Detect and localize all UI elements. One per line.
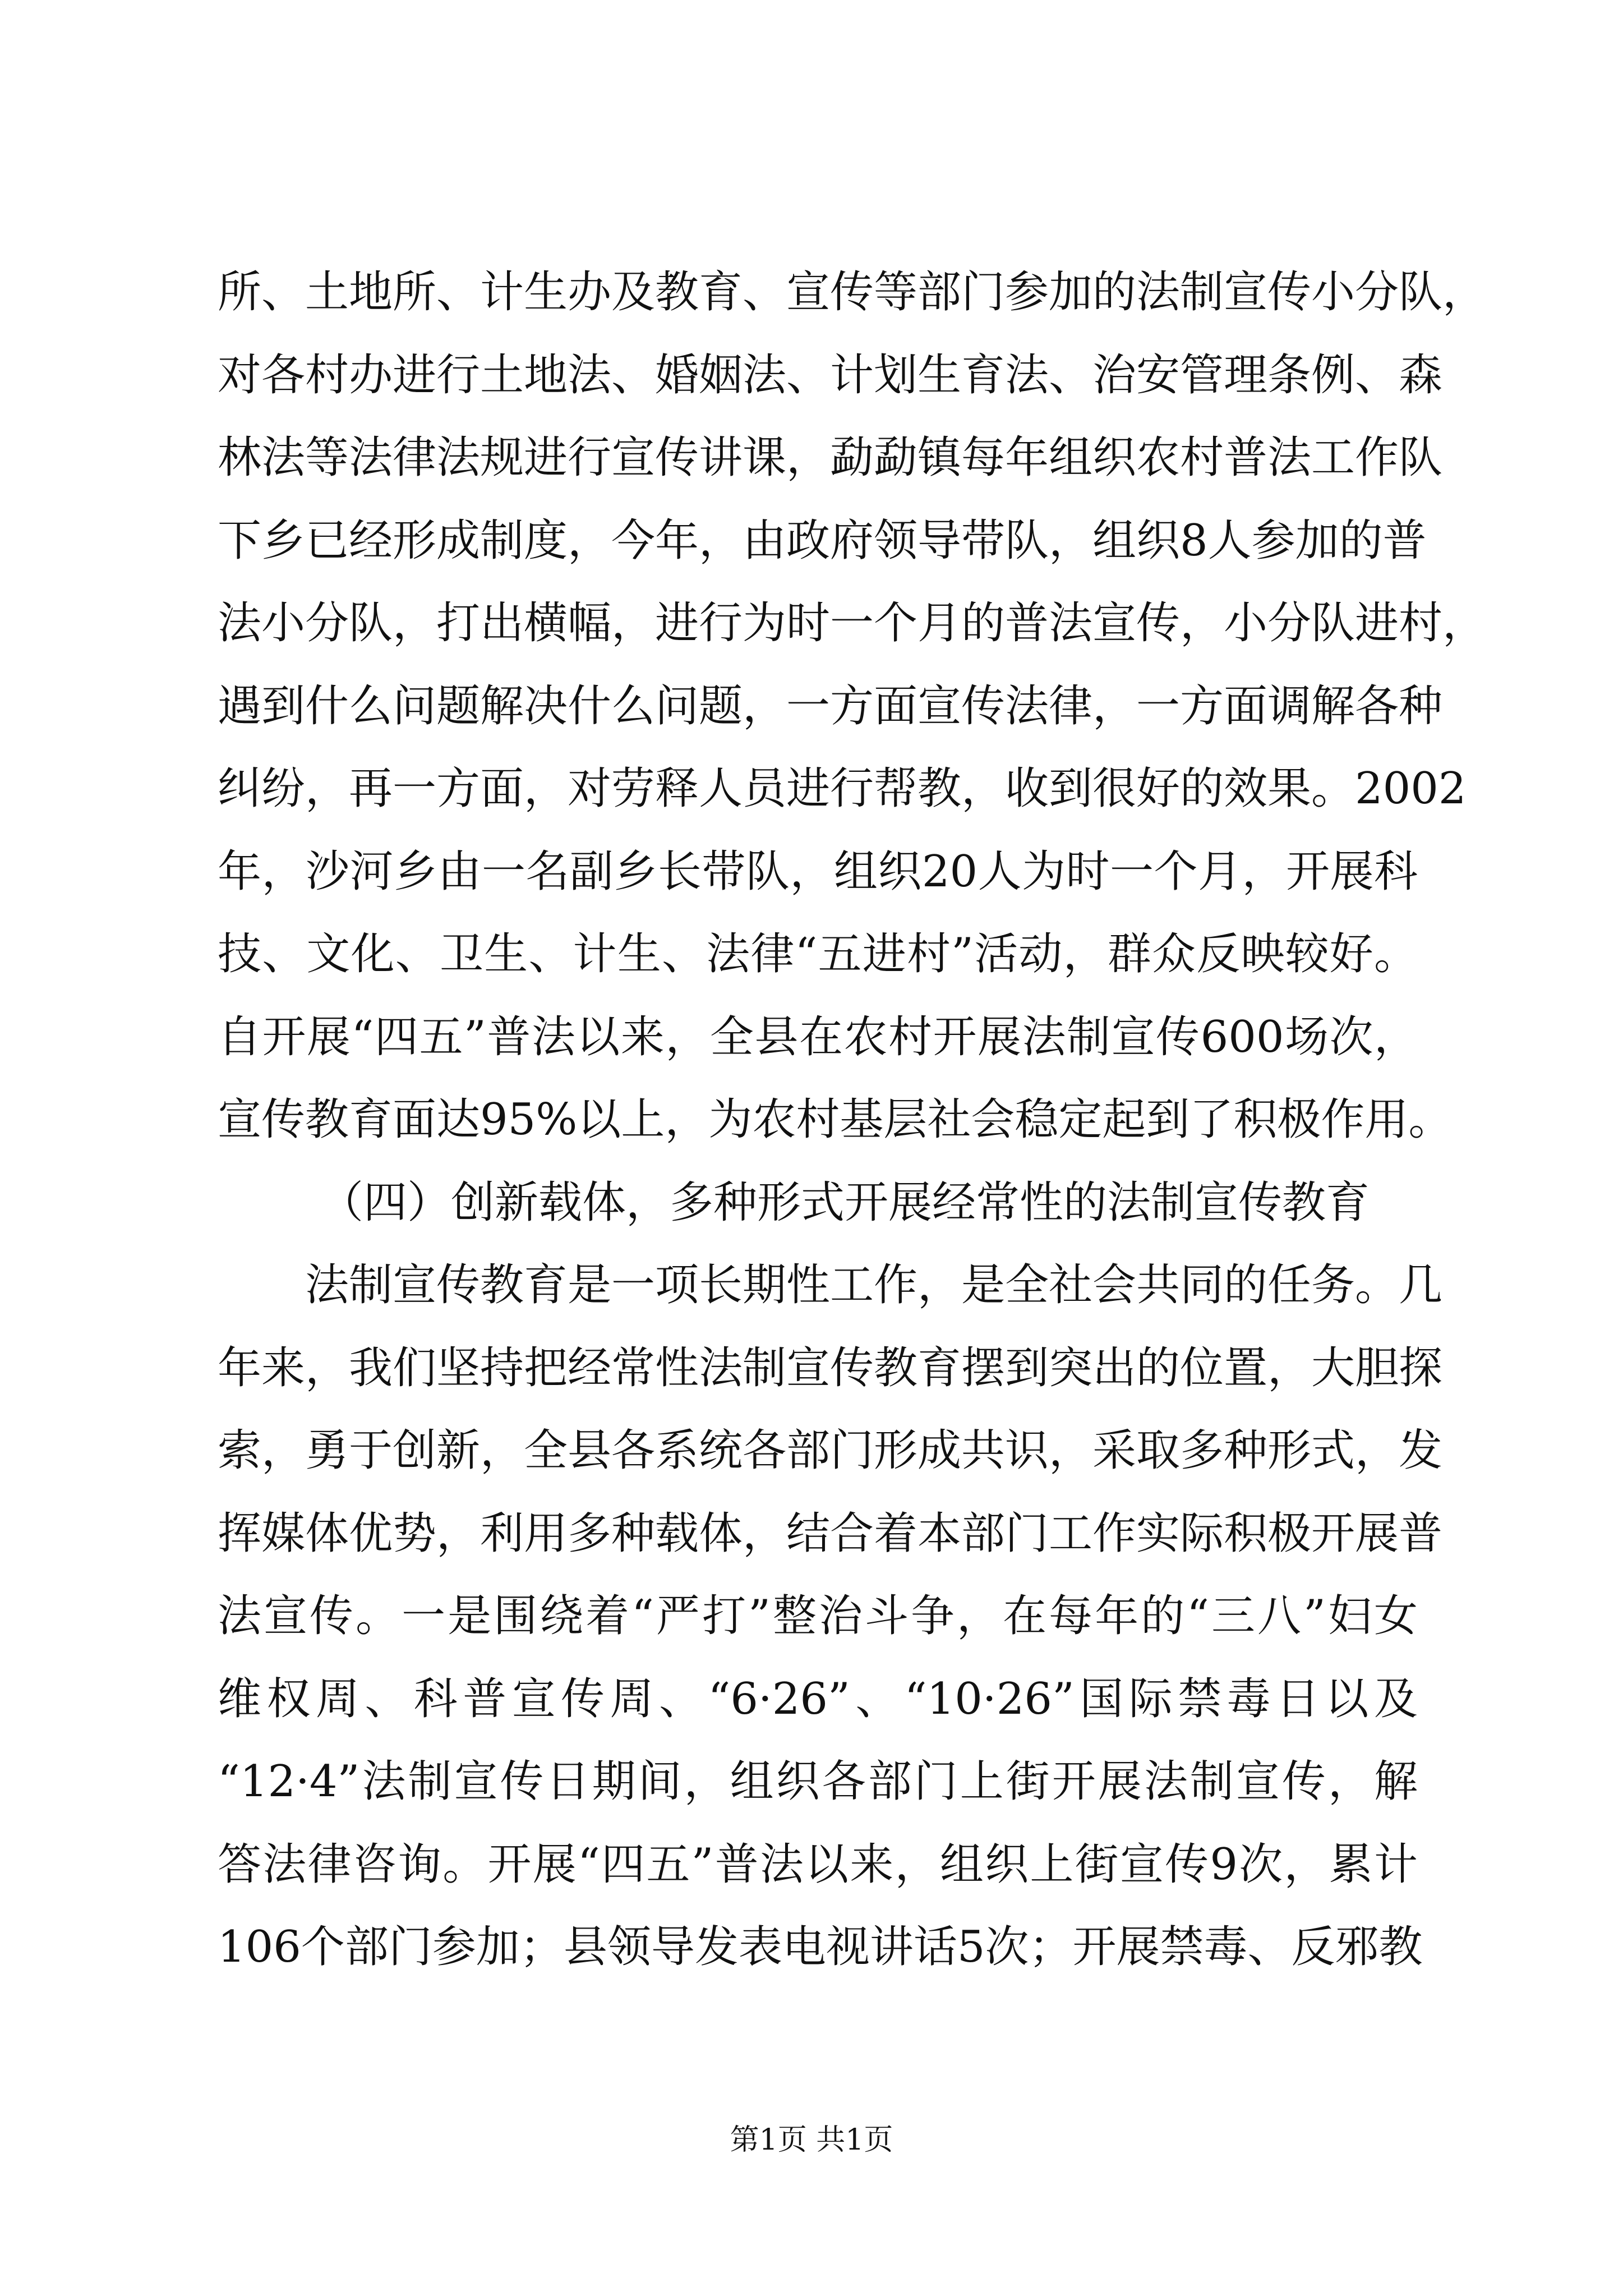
text-line: 技、文化、卫生、计生、法律“五进村”活动，群众反映较好。: [218, 929, 1418, 979]
text-line: 宣传教育面达95%以上，为农村基层社会稳定起到了积极作用。: [218, 1094, 1453, 1145]
text-line: 索，勇于创新，全县各系统各部门形成共识，采取多种形式，发: [218, 1425, 1443, 1476]
text-line: 对各村办进行土地法、婚姻法、计划生育法、治安管理条例、森: [218, 349, 1443, 401]
page-number-footer: 第1页 共1页: [730, 2123, 893, 2157]
text-line: 遇到什么问题解决什么问题，一方面宣传法律，一方面调解各种: [218, 680, 1443, 731]
section-heading: （四）创新载体，多种形式开展经常性的法制宣传教育: [320, 1177, 1370, 1228]
text-line: 下乡已经形成制度，今年，由政府领导带队，组织8人参加的普: [218, 515, 1427, 566]
text-line: 维权周、科普宣传周、“6·26”、“10·26”国际禁毒日以及: [218, 1673, 1418, 1724]
document-body: [218, 251, 1487, 1989]
text-line: 106个部门参加；县领导发表电视讲话5次；开展禁毒、反邪教: [218, 1922, 1423, 1972]
text-line: 法宣传。一是围绕着“严打”整治斗争，在每年的“三八”妇女: [218, 1591, 1418, 1641]
text-line: 林法等法律法规进行宣传讲课，勐勐镇每年组织农村普法工作队: [218, 432, 1443, 483]
text-line: 纠纷，再一方面，对劳释人员进行帮教，收到很好的效果。2002: [218, 763, 1467, 814]
text-line: 年，沙河乡由一名副乡长带队，组织20人为时一个月，开展科: [218, 846, 1418, 897]
text-line: 法小分队，打出横幅，进行为时一个月的普法宣传，小分队进村，: [218, 598, 1487, 648]
paragraph-first-line: 法制宣传教育是一项长期性工作，是全社会共同的任务。几: [305, 1260, 1443, 1310]
text-line: 自开展“四五”普法以来，全县在农村开展法制宣传600场次，: [218, 1011, 1418, 1062]
text-line: 所、土地所、计生办及教育、宣传等部门参加的法制宣传小分队，: [218, 267, 1487, 318]
text-line: 挥媒体优势，利用多种载体，结合着本部门工作实际积极开展普: [218, 1508, 1443, 1559]
text-line: “12·4”法制宣传日期间，组织各部门上街开展法制宣传，解: [218, 1756, 1418, 1807]
text-line: 年来，我们坚持把经常性法制宣传教育摆到突出的位置，大胆探: [218, 1342, 1443, 1393]
text-line: 答法律咨询。开展“四五”普法以来，组织上街宣传9次，累计: [218, 1839, 1418, 1890]
